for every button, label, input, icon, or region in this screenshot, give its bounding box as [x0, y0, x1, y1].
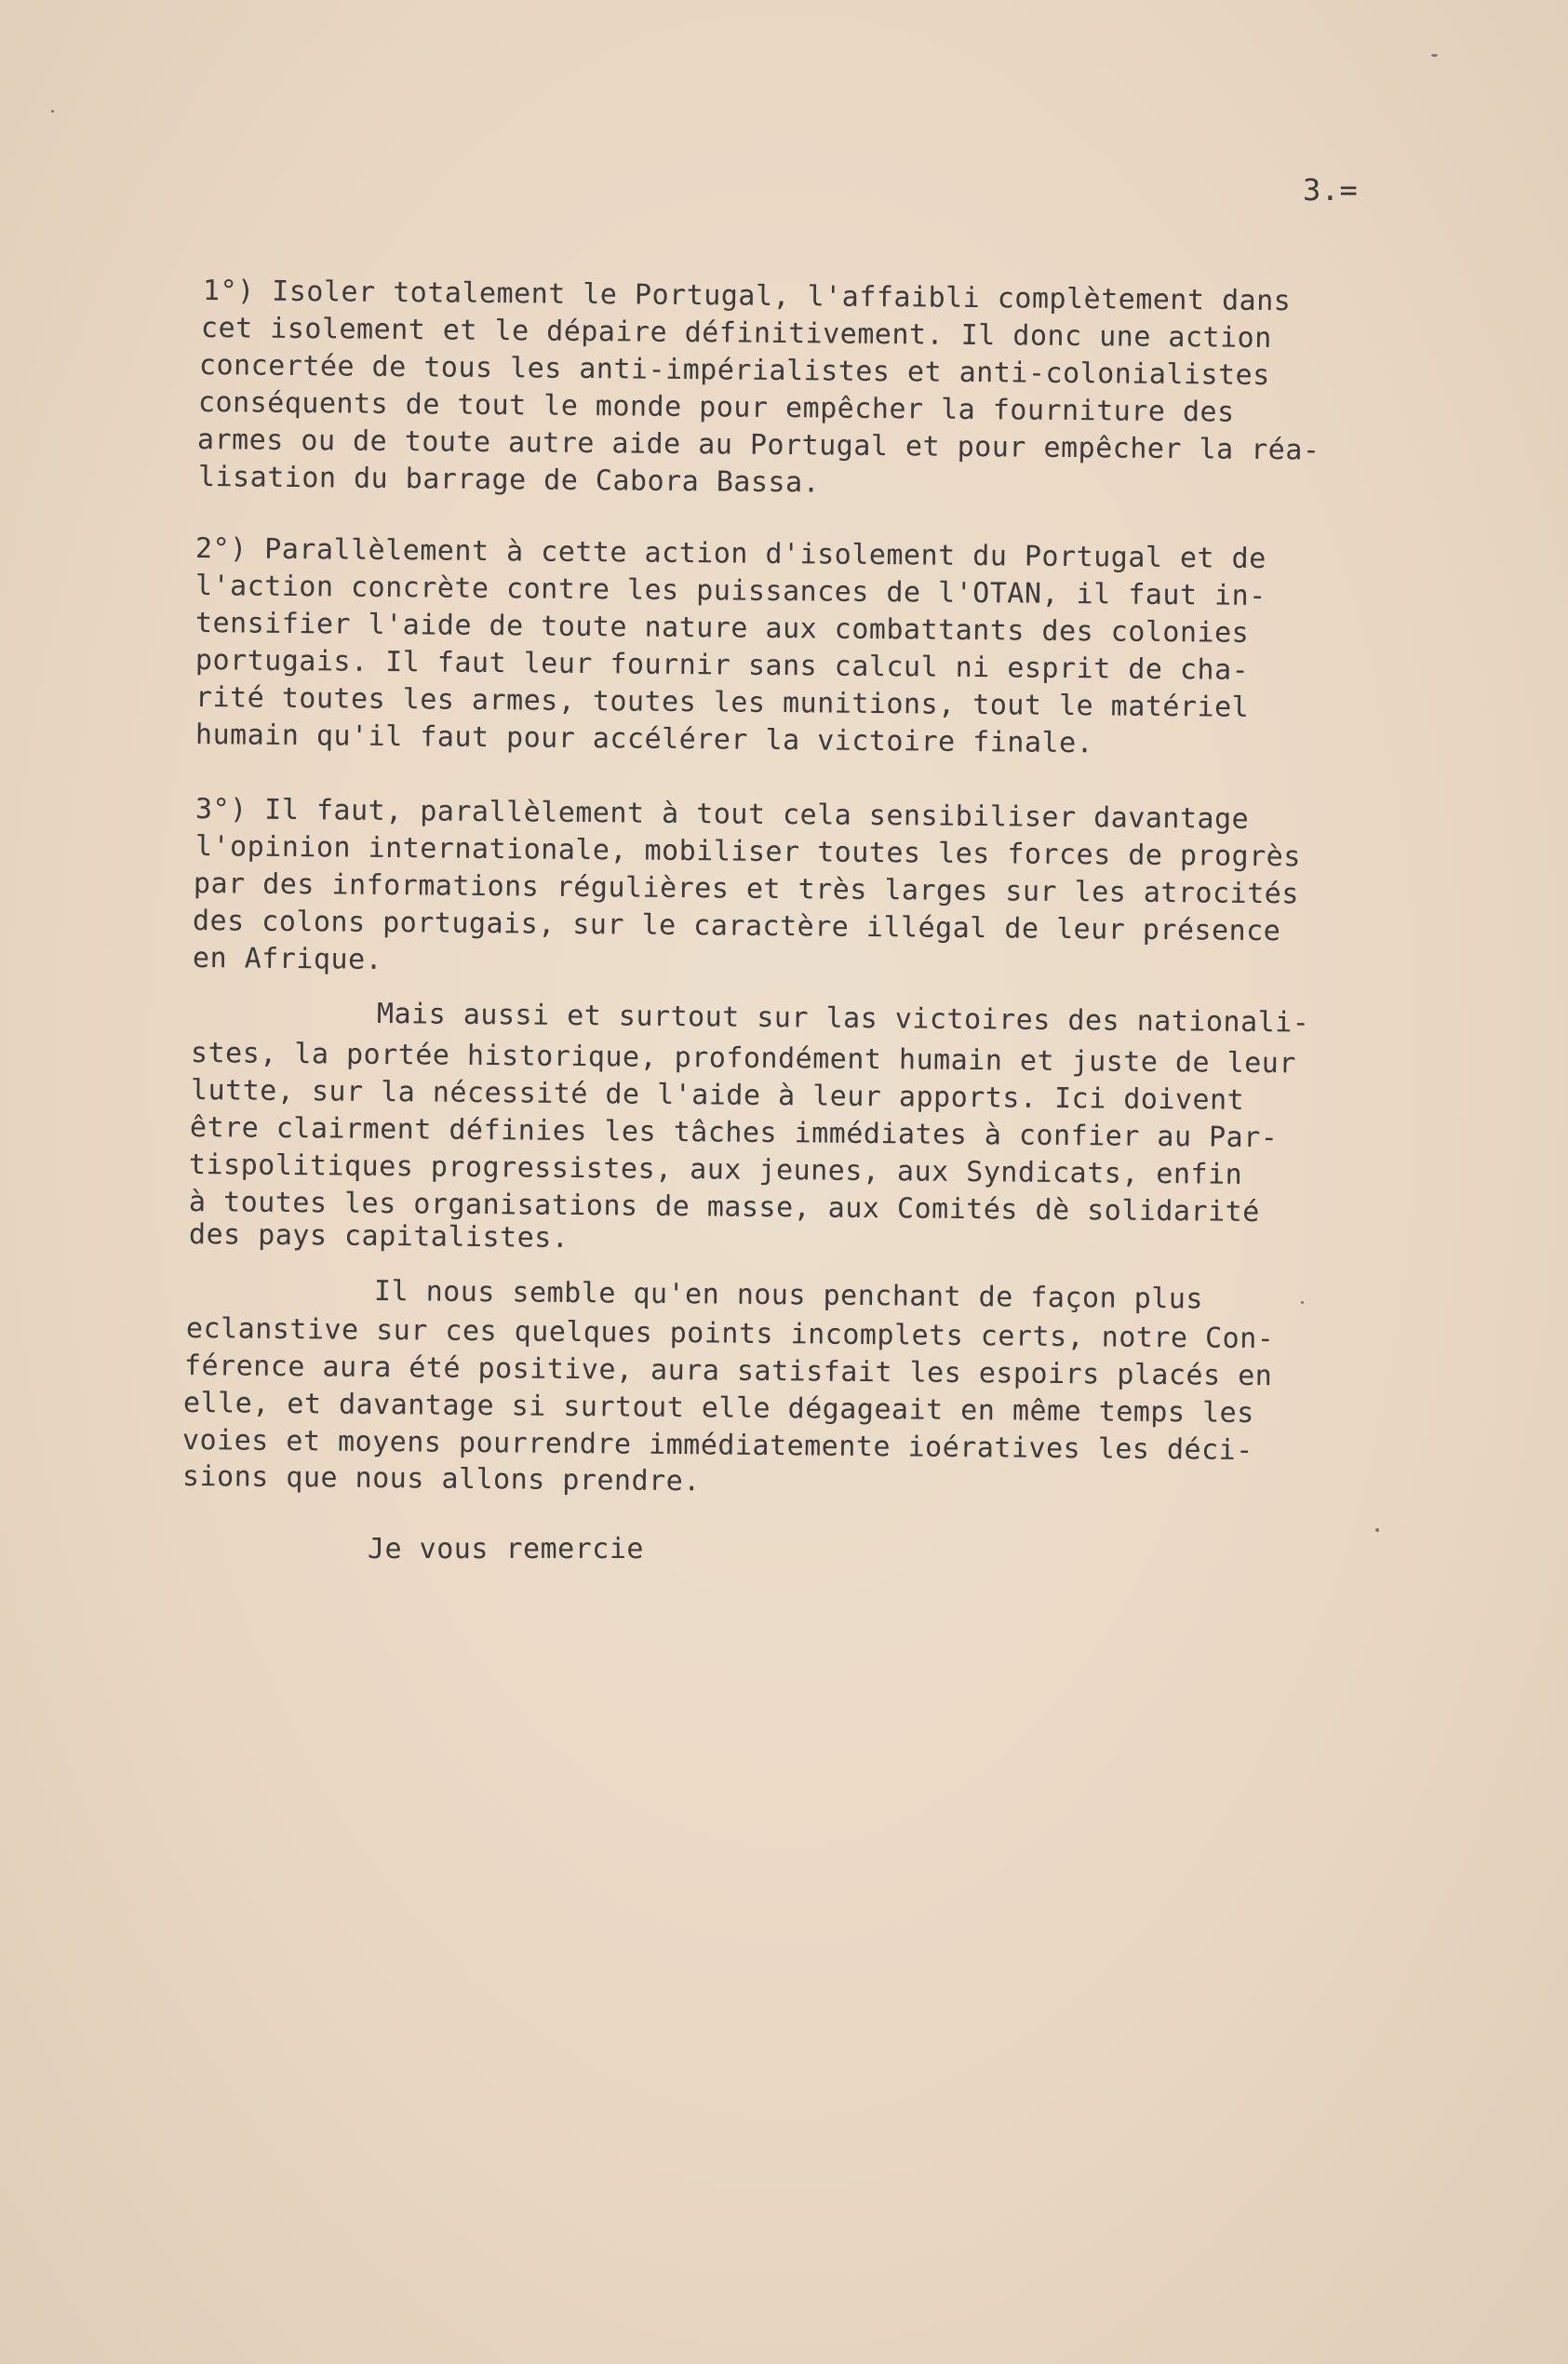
paragraph-5-line-5: voies et moyens pourrendre immédiatemente ioératives les déci- — [181, 1424, 1253, 1468]
paragraph-1-line-6: lisation du barrage de Cabora Bassa. — [197, 461, 821, 500]
paragraph-3-line-1: 3°) Il faut, parallèlement à tout cela sensibiliser davantage — [194, 793, 1250, 836]
paragraph-1-line-5: armes ou de toute autre aide au Portugal et pour empêcher la réa- — [196, 423, 1320, 467]
paragraph-2-line-1: 2°) Parallèlement à cette action d'isolement du Portugal et de — [194, 532, 1266, 576]
paper-speck — [1301, 1301, 1304, 1304]
paragraph-2-line-2: l'action concrète contre les puissances de l'OTAN, il faut in- — [194, 570, 1266, 613]
paragraph-1-line-4: conséquents de tout le monde pour empêcher la fourniture des — [197, 386, 1235, 429]
paragraph-3-line-2: l'opinion internationale, mobiliser toutes les forces de progrès — [194, 830, 1302, 874]
paragraph-1-line-2: cet isolement et le dépaire définitivement. Il donc une action — [200, 312, 1272, 356]
paragraph-2-line-5: rité toutes les armes, toutes les munitions, tout le matériel — [194, 681, 1250, 724]
paper-speck — [1431, 54, 1438, 57]
paragraph-5-line-3: férence aura été positive, aura satisfait les espoirs placés en — [183, 1350, 1273, 1393]
paragraph-4-line-6: à toutes les organisations de masse, aux Comités dè solidarité — [188, 1186, 1260, 1229]
paragraph-2-line-3: tensifier l'aide de toute nature aux combattants des colonies — [194, 607, 1250, 650]
paragraph-4-line-3: lutte, sur la nécessité de l'aide à leur apports. Ici doivent — [190, 1074, 1245, 1117]
paragraph-4-line-7: des pays capitalistes. — [188, 1218, 570, 1255]
paragraph-2-line-6: humain qu'il faut pour accélérer la victoire finale. — [194, 719, 1094, 760]
paragraph-1-line-1: 1°) Isoler totalement le Portugal, l'affaibli complètement dans — [202, 275, 1292, 318]
paragraph-5-line-2: eclanstive sur ces quelques points incomplets certs, notre Con- — [185, 1312, 1275, 1356]
paragraph-4-line-5: tispolitiques progressistes, aux jeunes, aux Syndicats, enfin — [188, 1148, 1243, 1191]
paper-speck — [51, 110, 54, 113]
paragraph-3-line-5: en Afrique. — [192, 942, 383, 976]
paragraph-5-line-6: sions que nous allons prendre. — [181, 1460, 702, 1498]
paragraph-4-line-1: Mais aussi et surtout sur las victoires des nationali- — [376, 998, 1310, 1040]
paragraph-4-line-2: stes, la portée historique, profondément humain et juste de leur — [190, 1037, 1297, 1081]
paragraph-5-line-1: Il nous semble qu'en nous penchant de façon plus — [373, 1275, 1204, 1316]
closing-line: Je vous remercie — [368, 1533, 644, 1565]
paragraph-3-line-3: par des informations régulières et très larges sur les atrocités — [193, 867, 1300, 911]
paragraph-1-line-3: concertée de tous les anti-impérialistes et anti-colonialistes — [198, 349, 1270, 393]
paragraph-4-line-4: être clairment définies les tâches immédiates à confier au Par- — [189, 1111, 1279, 1155]
paper-speck — [1375, 1528, 1379, 1532]
paragraph-5-line-4: elle, et davantage si surtout elle dégageait en même temps les — [182, 1387, 1254, 1430]
page-number: 3.= — [1303, 172, 1359, 208]
paragraph-2-line-4: portugais. Il faut leur fournir sans calcul ni esprit de cha- — [194, 644, 1250, 687]
paragraph-3-line-4: des colons portugais, sur le caractère illégal de leur présence — [192, 905, 1281, 948]
